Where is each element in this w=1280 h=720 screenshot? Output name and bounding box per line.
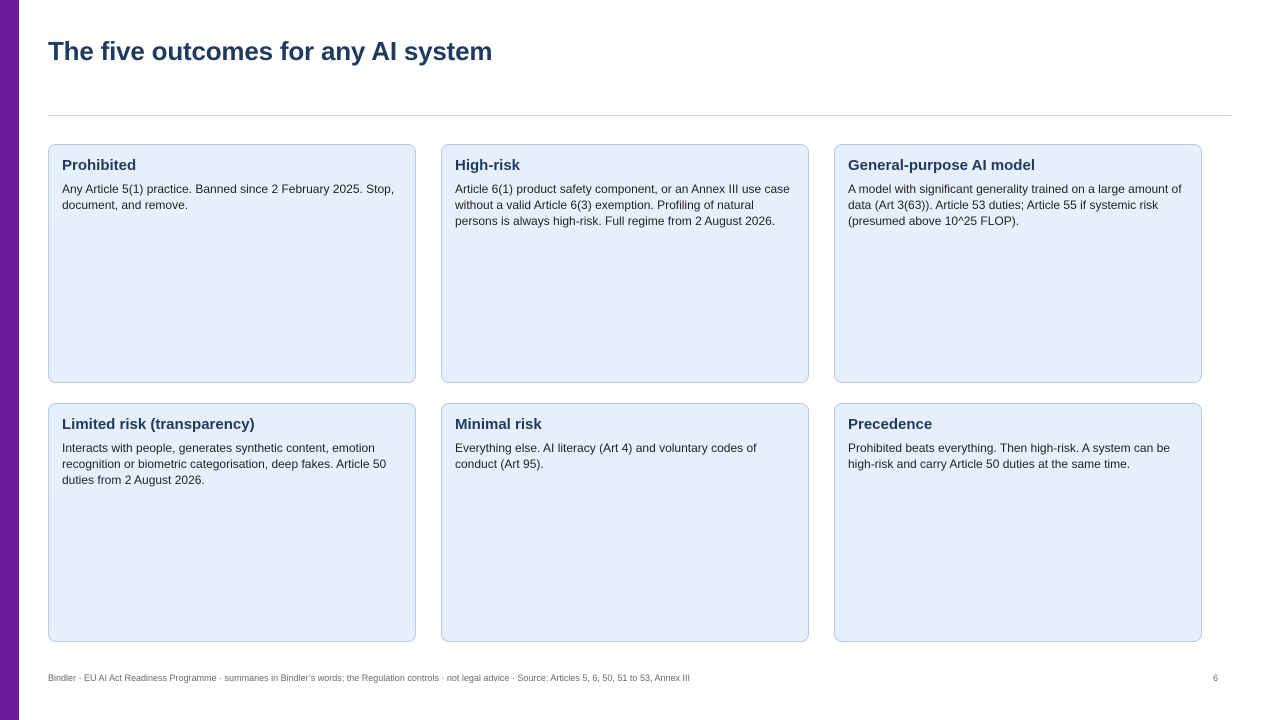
outcome-card-limited-risk xyxy=(48,403,416,642)
accent-bar xyxy=(0,0,19,720)
page-number: 6 xyxy=(1213,673,1219,683)
page-title: The five outcomes for any AI system xyxy=(48,36,493,66)
outcome-card-prohibited xyxy=(48,144,416,383)
card-title: General-purpose AI model xyxy=(848,157,1035,174)
outcome-card-minimal-risk xyxy=(441,403,809,642)
card-title: Precedence xyxy=(848,416,933,433)
card-title: Limited risk (transparency) xyxy=(62,416,255,433)
outcome-card-high-risk xyxy=(441,144,809,383)
footer-note: Bindler · EU AI Act Readiness Programme · summaries in Bindler’s words; the Regulation controls · not legal advice · Source: Articles 5, 6, 50, 51 to 53, Annex III xyxy=(48,673,690,683)
card-text: Any Article 5(1) practice. Banned since 2 February 2025. Stop, document, and remove. xyxy=(62,182,395,212)
outcome-card-general-purpose-ai-model xyxy=(834,144,1202,383)
outcome-card-precedence xyxy=(834,403,1202,642)
card-title: High-risk xyxy=(455,157,521,174)
card-title: Prohibited xyxy=(62,157,137,174)
card-text: Interacts with people, generates synthetic content, emotion recognition or biometric categorisation, deep fakes. Article 50 duties from 2 August 2026. xyxy=(62,441,387,487)
title-divider xyxy=(48,115,1231,116)
card-text: Article 6(1) product safety component, or an Annex III use case without a valid Article 6(3) exemption. Profiling of natural persons is always high-risk. Full regime from 2 August 2026. xyxy=(455,182,790,228)
card-text: Everything else. AI literacy (Art 4) and voluntary codes of conduct (Art 95). xyxy=(455,441,757,471)
card-text: A model with significant generality trained on a large amount of data (Art 3(63)). Article 53 duties; Article 55 if systemic risk (presumed above 10^25 FLOP). xyxy=(848,182,1182,228)
card-title: Minimal risk xyxy=(455,416,542,433)
card-text: Prohibited beats everything. Then high-risk. A system can be high-risk and carry Article 50 duties at the same time. xyxy=(848,441,1170,471)
